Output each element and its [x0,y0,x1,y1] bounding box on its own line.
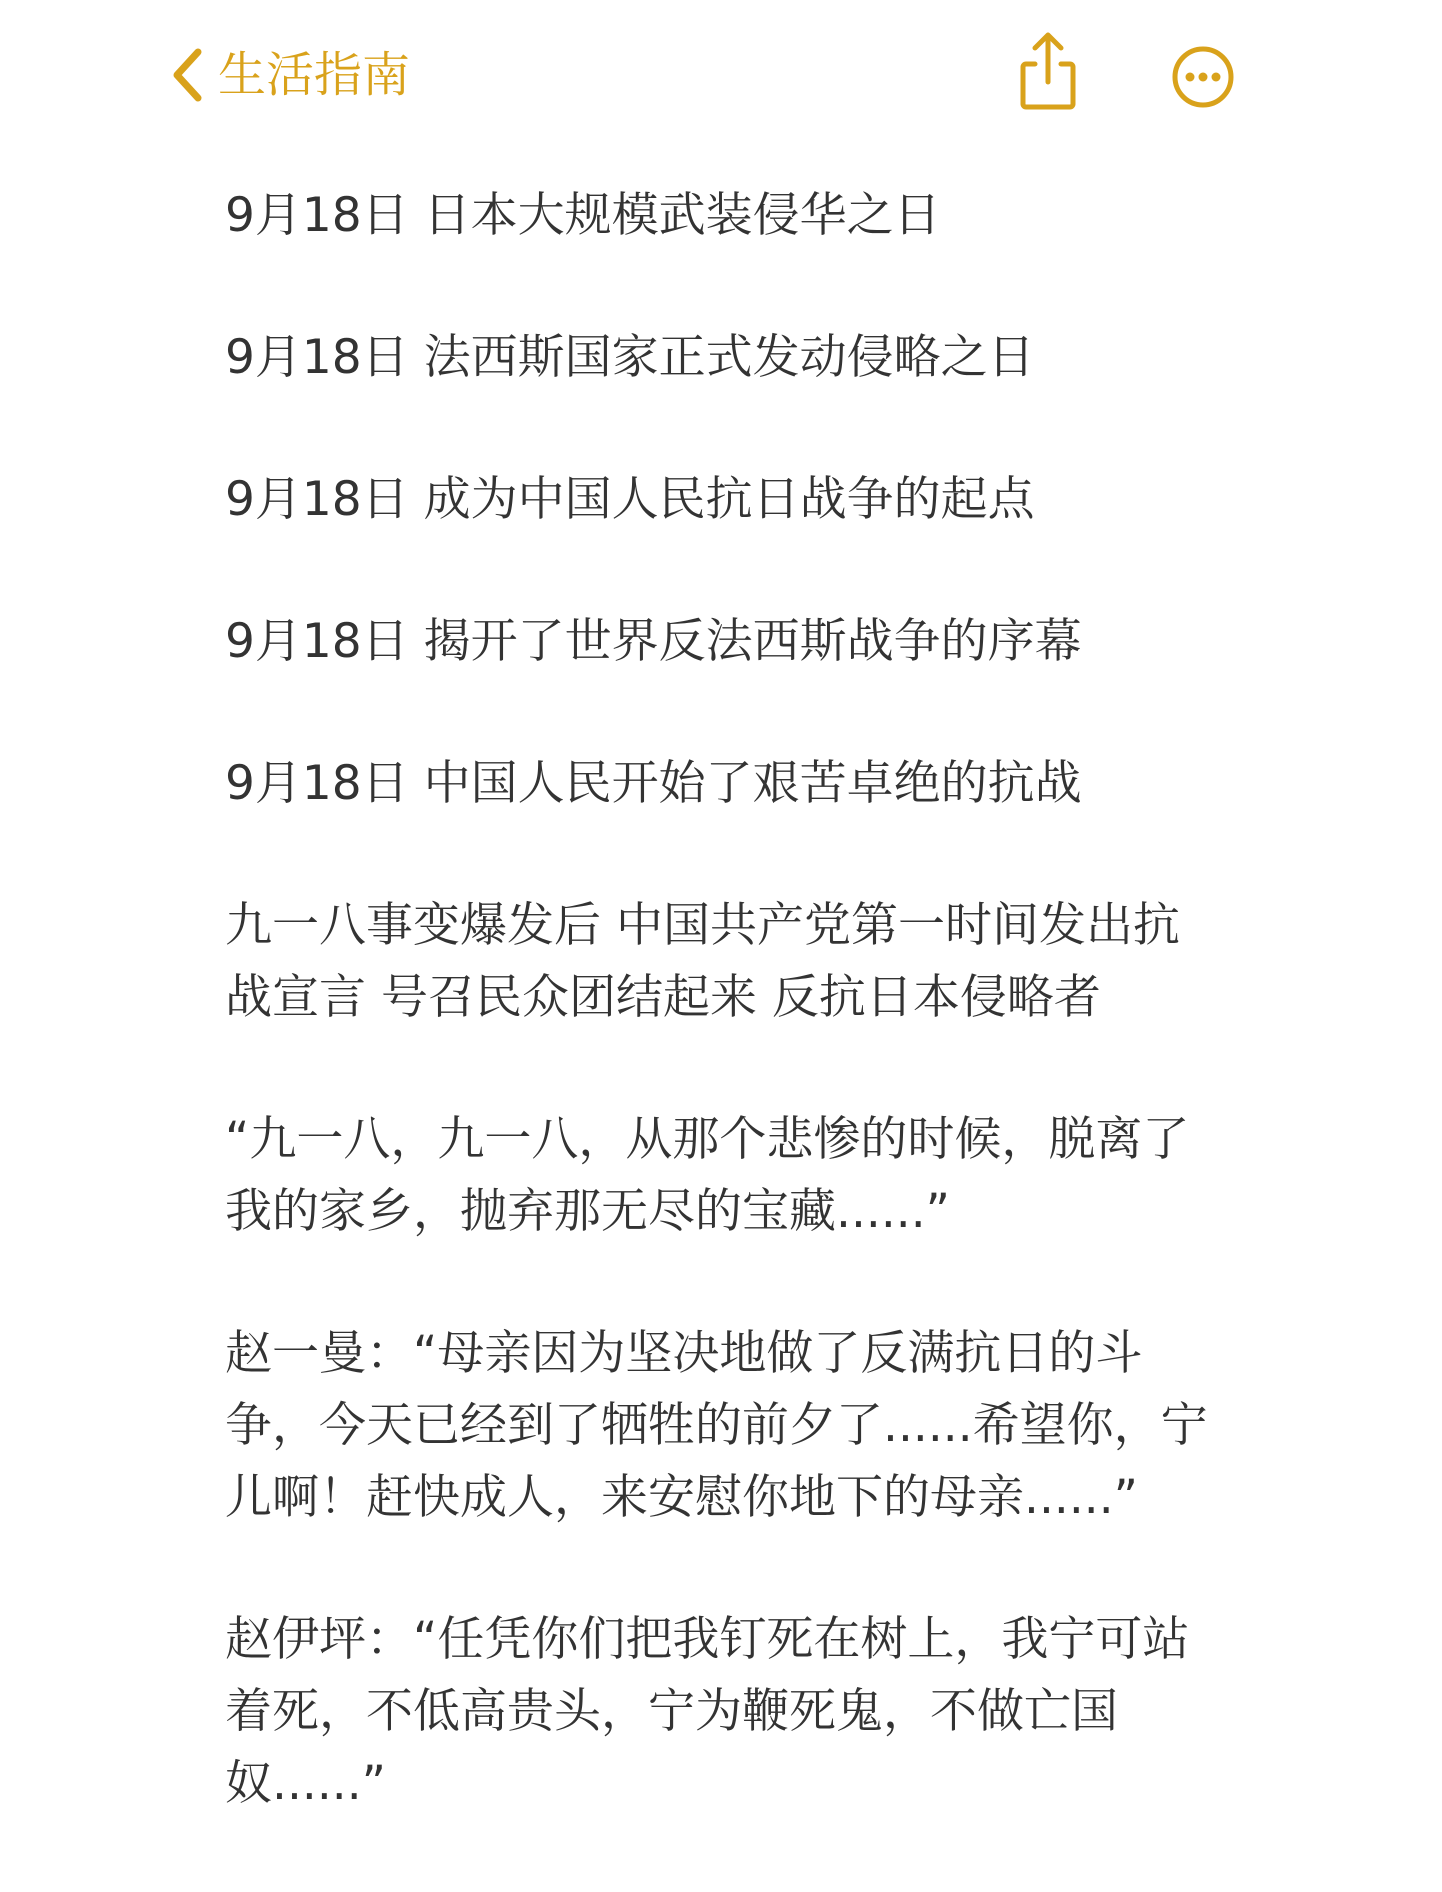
blank-line [225,1248,1225,1318]
navigation-bar [0,0,1442,150]
note-paragraph: 9月18日 成为中国人民抗日战争的起点 [225,472,1035,527]
blank-line [225,1034,1225,1104]
blank-line [225,1534,1225,1604]
back-label: 生活指南 [218,47,411,103]
blank-line [225,678,1225,748]
note-paragraph: 9月18日 揭开了世界反法西斯战争的序幕 [225,614,1082,669]
note-paragraph: 9月18日 中国人民开始了艰苦卓绝的抗战 [225,756,1082,811]
note-body[interactable] [225,180,1225,1820]
blank-line [225,820,1225,890]
note-paragraph: 赵伊坪：“任凭你们把我钉死在树上，我宁可站着死，不低高贵头，宁为鞭死鬼，不做亡国奴......” [225,1612,1190,1811]
share-button[interactable] [1013,30,1083,114]
note-paragraph: “九一八，九一八，从那个悲惨的时候，脱离了我的家乡，抛弃那无尽的宝藏......” [225,1112,1190,1239]
blank-line [225,394,1225,464]
more-icon [1171,94,1235,113]
note-paragraph: 九一八事变爆发后 中国共产党第一时间发出抗战宣言 号召民众团结起来 反抗日本侵略者 [225,898,1180,1025]
chevron-left-icon [170,46,204,104]
share-icon [1013,95,1083,114]
more-button[interactable] [1171,45,1235,113]
note-paragraph: 9月18日 日本大规模武装侵华之日 [225,188,941,243]
back-button[interactable] [170,40,410,110]
blank-line [225,536,1225,606]
note-paragraph: 赵一曼：“母亲因为坚决地做了反满抗日的斗争，今天已经到了牺牲的前夕了......希望你，宁儿啊！赶快成人，来安慰你地下的母亲......” [225,1326,1208,1525]
note-paragraph: 9月18日 法西斯国家正式发动侵略之日 [225,330,1035,385]
blank-line [225,252,1225,322]
